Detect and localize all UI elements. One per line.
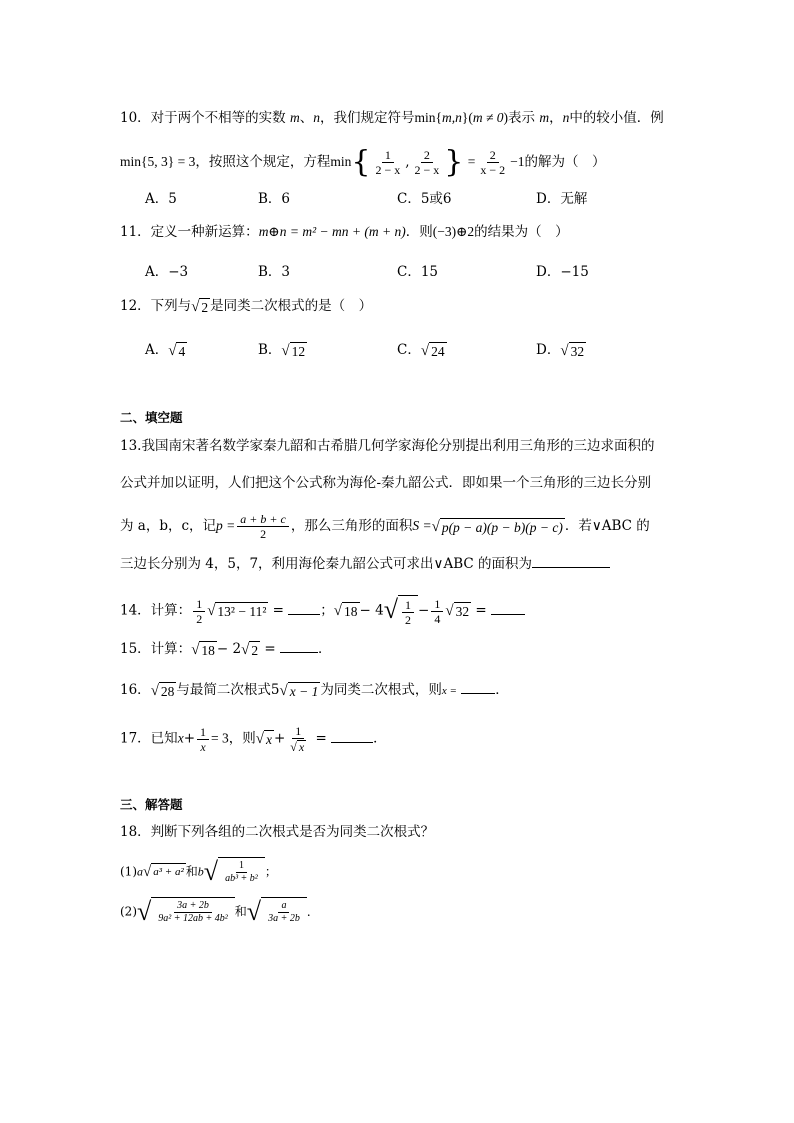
fraction: $\frac{a + b + c}{2}$ bbox=[237, 512, 289, 541]
sqrt: √ p(p − a)(p − b)(p − c) bbox=[431, 518, 563, 535]
question-13-line-1: 13.我国南宋著名数学家秦九韶和古希腊几何学家海伦分别提出利用三角形的三边求面积的 bbox=[120, 438, 655, 454]
sqrt: √ 2 bbox=[191, 298, 209, 315]
option-d: D．无解 bbox=[536, 191, 588, 207]
question-14: 14．计算： $\frac{1}{2}$ √ 13² − 11² = ； √ 18 − 4 √ $\frac{1}{2}$ − $\frac{1}{4}$ √ 32 = bbox=[120, 595, 525, 627]
question-13-line-2: 公式并加以证明，人们把这个公式称为海伦-秦九韶公式．即如果一个三角形的三边长分别 bbox=[120, 475, 652, 491]
question-11: 11．定义一种新运算：m⊕n = m² − mn + (m + n)．则(−3)⊕2的结果为（ ） bbox=[120, 224, 569, 240]
question-12: 12．下列与 √ 2 是同类二次根式的是（ ） bbox=[120, 298, 373, 315]
answer-blank[interactable] bbox=[280, 638, 318, 653]
option-a: A． √ 4 bbox=[145, 342, 186, 359]
question-10-line-1: 10．对于两个不相等的实数 m、n，我们规定符号min{m,n}(m ≠ 0)表示 m，n中的较小值．例 bbox=[120, 110, 664, 126]
section-fill-in: 二、填空题 bbox=[120, 410, 183, 425]
option-b: B．6 bbox=[258, 191, 291, 207]
option-d: D． √ 32 bbox=[536, 342, 585, 359]
question-10-line-2: min{5, 3} = 3，按照这个规定，方程min{ $\frac{1}{2 - x}$ , $\frac{2}{2 - x}$ } = $\frac{2}{x - 2}$ −1的解为（ ） bbox=[120, 144, 606, 180]
question-18-stem: 18．判断下列各组的二次根式是否为同类二次根式？ bbox=[120, 824, 435, 840]
question-15: 15．计算： √ 18 − 2 √ 2 = ． bbox=[120, 638, 332, 659]
answer-blank[interactable] bbox=[491, 600, 525, 615]
question-13-line-4: 三边长分别为 4，5，7，利用海伦秦九韶公式可求出∨ABC 的面积为 bbox=[120, 553, 610, 574]
option-a: A．5 bbox=[145, 191, 177, 207]
question-18-part-1: (1)a √ a³ + a² 和b √ $\frac{1}{\text{ab³ + b²}}$ ； bbox=[120, 857, 277, 886]
answer-blank[interactable] bbox=[288, 600, 320, 615]
question-16: 16． √ 28 与最简二次根式5 √ x − 1 为同类二次根式，则x = ． bbox=[120, 679, 509, 701]
question-17: 17．已知x+ $\frac{1}{x}$ = 3，则 √ x + 1 √ x = ． bbox=[120, 724, 387, 755]
option-c: C．15 bbox=[397, 264, 439, 280]
question-18-part-2: (2) √ $\frac{3a + 2b}{\text{9a² + 12ab + 4b²}}$ 和 √ $\frac{a}{3a + 2b}$ ． bbox=[120, 897, 319, 926]
option-b: B．3 bbox=[258, 264, 291, 280]
answer-blank[interactable] bbox=[331, 728, 373, 743]
option-c: C． √ 24 bbox=[397, 342, 445, 359]
option-c: C．5或6 bbox=[397, 191, 452, 207]
fraction: $\frac{2}{2 - x}$ bbox=[414, 148, 440, 177]
answer-blank[interactable] bbox=[532, 553, 610, 568]
section-solve: 三、解答题 bbox=[120, 797, 183, 812]
question-13-line-3: 为 a，b，c，记p = $\frac{a + b + c}{2}$ ，那么三角形的面积S = √ p(p − a)(p − b)(p − c) ．若∨ABC 的 bbox=[120, 512, 650, 541]
option-b: B． √ 12 bbox=[258, 342, 306, 359]
option-a: A．−3 bbox=[145, 264, 189, 280]
answer-blank[interactable] bbox=[461, 679, 495, 694]
sqrt: √ 13² − 11² bbox=[207, 603, 267, 619]
option-d: D．−15 bbox=[536, 264, 589, 280]
fraction: $\frac{1}{2 - x}$ bbox=[375, 148, 401, 177]
fraction: $\frac{2}{x - 2}$ bbox=[480, 148, 506, 177]
